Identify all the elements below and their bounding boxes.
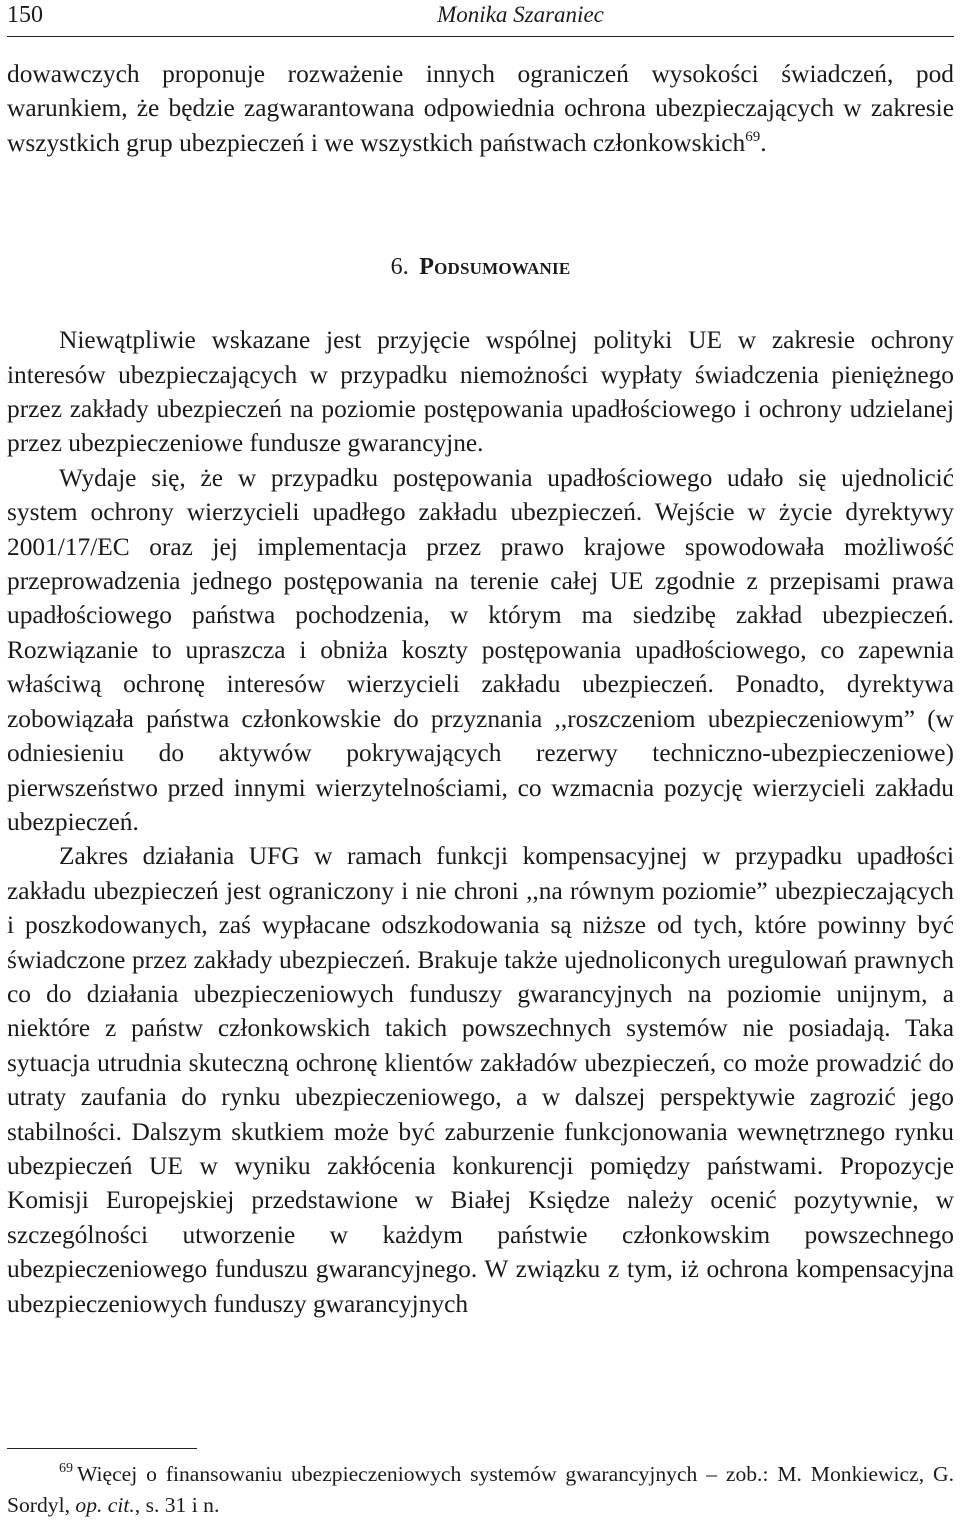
footnote-text: Więcej o finansowaniu ubezpieczeniowych systemów gwarancyjnych – zob.: M. Monkiewicz, G. Sordyl,: [7, 1462, 954, 1517]
intro-tail: .: [760, 128, 767, 157]
section-title: Podsumowanie: [419, 254, 571, 281]
footnote-separator: [7, 1448, 197, 1449]
body-paragraph-1: Niewątpliwie wskazane jest przyjęcie wspólnej polityki UE w zakresie ochrony interesów ubezpieczających w przypadku niemożności wypłaty świadczenia pieniężnego przez zakłady ubezpieczeń na poziomie postępowania upadłościowego i ochrony udzielanej przez ubezpieczeniowe fundusze gwarancyjne.: [7, 326, 954, 458]
page-header: [7, 0, 954, 37]
running-head-author: Monika Szaraniec: [437, 2, 604, 27]
footnote-op-cit: op. cit.: [75, 1493, 135, 1517]
intro-paragraph: [7, 57, 954, 160]
body-paragraph-3: Zakres działania UFG w ramach funkcji kompensacyjnej w przypadku upadłości zakładu ubezpieczeń jest ograniczony i nie chroni ,,na równym poziomie” ubezpieczających i poszkodowanych, zaś wypłacane odszkodowania są niższe od tych, które powinny być świadczone przez zakłady ubezpieczeń. Brakuje także ujednoliconych uregulowań prawnych co do działania ubezpieczeniowych funduszy gwarancyjnych na poziomie unijnym, a niektóre z państw członkowskich takich powszechnych systemów nie posiadają. Taka sytuacja utrudnia skuteczną ochronę klientów zakładów ubezpieczeń, co może prowadzić do utraty zaufania do rynku ubezpieczeniowego, a w dalszej perspektywie zagrozić jego stabilności. Dalszym skutkiem może być zaburzenie funkcjonowania wewnętrznego rynku ubezpieczeń UE w wyniku zakłócenia konkurencji pomiędzy państwami. Propozycje Komisji Europejskiej przedstawione w Białej Księdze należy ocenić pozytywnie, w szczególności utworzenie w każdym państwie członkowskim powszechnego ubezpieczeniowego funduszu gwarancyjnego. W związku z tym, iż ochrona kompensacyjna ubezpieczeniowych funduszy gwarancyjnych: [7, 842, 954, 1318]
intro-text: dowawczych proponuje rozważenie innych ograniczeń wysokości świadczeń, pod warunkiem, że będzie zagwarantowana odpowiednia ochrona ubezpieczających w zakresie wszystkich grup ubezpieczeń i we wszystkich państwach członkowskich: [7, 60, 954, 157]
footnote-reference[interactable]: 69: [745, 128, 761, 145]
body-paragraph-2: Wydaje się, że w przypadku postępowania upadłościowego udało się ujednolicić system ochrony wierzycieli upadłego zakładu ubezpieczeń. Wejście w życie dyrektywy 2001/17/EC oraz jej implementacja przez prawo krajowe spowodowała możliwość przeprowadzenia jednego postępowania na terenie całej UE zgodnie z przepisami prawa upadłościowego państwa pochodzenia, w którym ma siedzibę zakład ubezpieczeń. Rozwiązanie to upraszcza i obniża koszty postępowania upadłościowego, co zapewnia właściwą ochronę interesów wierzycieli zakładu ubezpieczeń. Ponadto, dyrektywa zobowiązała państwa członkowskie do przyznania ,,roszczeniom ubezpieczeniowym” (w odniesieniu do aktywów pokrywających rezerwy techniczno-ubezpieczeniowe) pierwszeństwo przed innymi wierzytelnościami, co wzmacnia pozycję wierzycieli zakładu ubezpieczeń.: [7, 463, 954, 836]
footnote-number: 69: [59, 1461, 73, 1476]
document-page: [7, 0, 954, 1517]
page-number: 150: [7, 2, 43, 28]
footnote-text-tail: , s. 31 i n.: [134, 1493, 220, 1517]
footnote: [7, 1459, 954, 1521]
section-number: 6.: [390, 254, 409, 281]
section-heading: [7, 252, 954, 282]
